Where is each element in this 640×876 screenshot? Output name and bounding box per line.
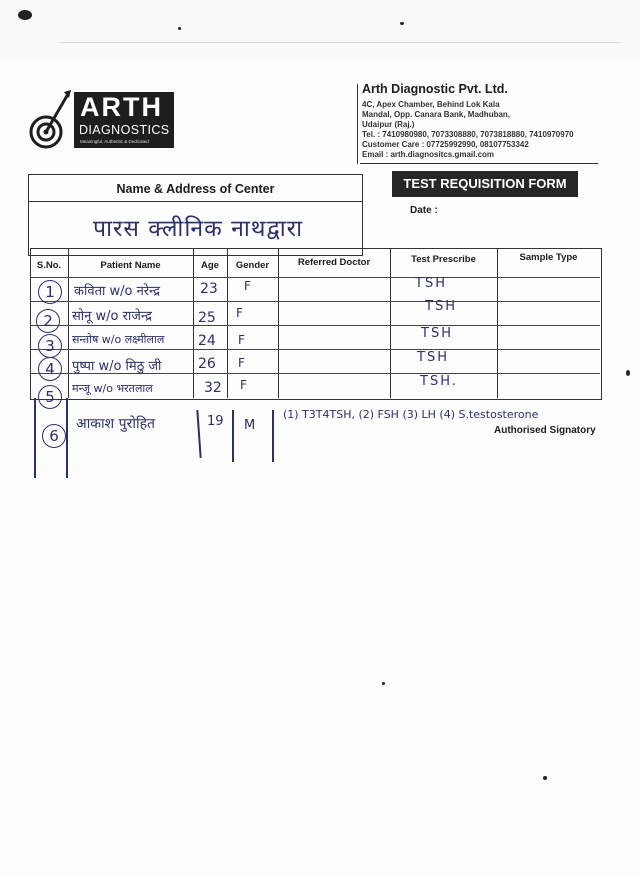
row-gender: F bbox=[236, 306, 243, 320]
row-divider bbox=[30, 349, 600, 350]
row-age: 25 bbox=[198, 310, 216, 326]
row-test: TSH bbox=[425, 299, 457, 314]
column-divider bbox=[497, 248, 498, 398]
scan-speck bbox=[626, 370, 630, 376]
row-sno: 5 bbox=[38, 385, 62, 409]
row-age: 26 bbox=[198, 356, 216, 372]
row-gender: F bbox=[238, 356, 245, 370]
header-referred-doctor: Referred Doctor bbox=[297, 257, 371, 268]
address-line: 4C, Apex Chamber, Behind Lok Kala bbox=[362, 100, 500, 109]
target-arrow-icon bbox=[24, 88, 76, 154]
row-patient-name: कविता w/o नरेन्द्र bbox=[74, 284, 161, 299]
row-divider bbox=[30, 277, 600, 278]
scan-speck bbox=[18, 10, 32, 20]
customer-care-line: Customer Care : 07725992990, 08107753342 bbox=[362, 140, 529, 149]
company-name: Arth Diagnostic Pvt. Ltd. bbox=[362, 82, 508, 96]
row-test: TSH bbox=[417, 350, 449, 365]
header-underline bbox=[360, 163, 598, 164]
scan-speck bbox=[400, 22, 404, 25]
row-test: TSH bbox=[421, 326, 453, 341]
telephone-line: Tel. : 7410980980, 7073308880, 7073818880, 7410970970 bbox=[362, 130, 574, 139]
row-divider bbox=[30, 325, 600, 326]
row-divider bbox=[30, 301, 600, 302]
row-sno: 2 bbox=[36, 309, 60, 333]
handwritten-border bbox=[196, 410, 201, 458]
row-sno: 6 bbox=[42, 424, 66, 448]
address-line: Mandal, Opp. Canara Bank, Madhuban, bbox=[362, 110, 511, 119]
logo-text: ARTH bbox=[80, 92, 163, 122]
date-label: Date : bbox=[410, 205, 438, 216]
scan-speck bbox=[382, 682, 385, 685]
row-patient-name: सन्तोष w/o लक्ष्मीलाल bbox=[72, 333, 165, 346]
row-test: TSH bbox=[415, 276, 447, 291]
header-divider bbox=[357, 84, 358, 164]
row-patient-name: मन्जू w/o भरतलाल bbox=[72, 382, 153, 395]
row-patient-name: आकाश पुरोहित bbox=[76, 416, 155, 432]
center-address-box bbox=[28, 174, 363, 256]
row-age: 24 bbox=[198, 333, 216, 349]
row-sno: 1 bbox=[38, 280, 62, 304]
row-gender: F bbox=[240, 378, 247, 392]
column-divider bbox=[278, 248, 279, 398]
email-line: Email : arth.diagnositcs.gmail.com bbox=[362, 150, 495, 159]
row-sno: 3 bbox=[38, 334, 62, 358]
company-logo bbox=[24, 88, 174, 154]
row-test: (1) T3T4TSH, (2) FSH (3) LH (4) S.testosterone bbox=[283, 408, 539, 421]
row-age: 32 bbox=[204, 380, 222, 396]
header-patient-name: Patient Name bbox=[100, 260, 161, 271]
row-age: 19 bbox=[207, 414, 224, 429]
header-gender: Gender bbox=[235, 260, 270, 271]
column-divider bbox=[390, 248, 391, 398]
logo-subtext: DIAGNOSTICS bbox=[79, 123, 170, 137]
row-patient-name: पुष्पा w/o मिठु जी bbox=[72, 359, 162, 374]
company-info bbox=[362, 82, 622, 160]
scan-speck bbox=[178, 27, 181, 30]
handwritten-border bbox=[272, 410, 274, 462]
center-box-title: Name & Address of Center bbox=[29, 175, 362, 202]
scan-speck bbox=[543, 776, 547, 780]
header-sample-type: Sample Type bbox=[519, 252, 578, 263]
header-test-prescribe: Test Prescribe bbox=[411, 254, 476, 265]
row-sno: 4 bbox=[38, 357, 62, 381]
fold-line bbox=[60, 42, 620, 43]
row-gender: F bbox=[238, 333, 245, 347]
row-patient-name: सोनू w/o राजेन्द्र bbox=[72, 309, 152, 324]
header-sno: S.No. bbox=[36, 260, 62, 271]
handwritten-border bbox=[34, 398, 36, 478]
address-line: Udaipur (Raj.) bbox=[362, 120, 415, 129]
scan-top-band bbox=[0, 0, 640, 60]
logo-tagline: Meaningful, Authentic & Dedicated bbox=[80, 139, 149, 144]
handwritten-border bbox=[232, 410, 234, 462]
row-gender: M bbox=[244, 418, 256, 433]
row-test: TSH. bbox=[420, 374, 458, 389]
row-age: 23 bbox=[200, 281, 218, 297]
authorised-signatory-label: Authorised Signatory bbox=[494, 425, 596, 436]
center-name-handwritten: पारस क्लीनिक नाथद्वारा bbox=[93, 216, 304, 242]
header-age: Age bbox=[201, 260, 219, 271]
row-gender: F bbox=[244, 279, 251, 293]
form-title: TEST REQUISITION FORM bbox=[392, 171, 578, 197]
handwritten-border bbox=[66, 398, 68, 478]
